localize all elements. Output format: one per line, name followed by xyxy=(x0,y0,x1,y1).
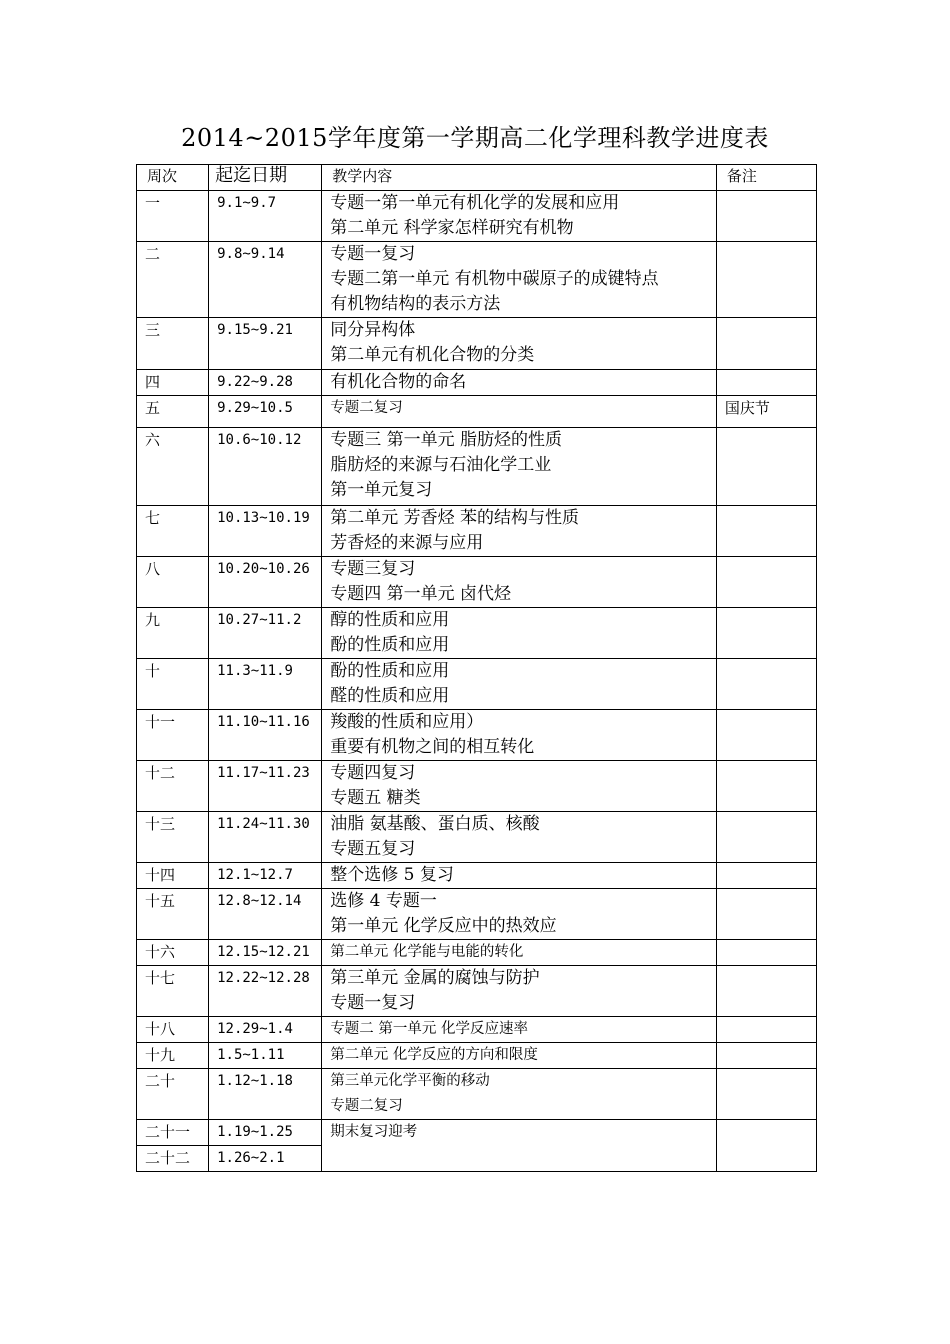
content-line: 第二单元 化学反应的方向和限度 xyxy=(330,1047,538,1063)
dates-cell: 12.29~1.4 xyxy=(209,1017,322,1043)
content-line: 期末复习迎考 xyxy=(330,1124,418,1140)
dates-cell: 11.17~11.23 xyxy=(209,761,322,812)
table-row xyxy=(137,812,817,863)
content-line: 第二单元有机化合物的分类 xyxy=(330,345,535,365)
table-row xyxy=(137,659,817,710)
table-row xyxy=(137,1043,817,1069)
content-line: 专题一第一单元有机化学的发展和应用 xyxy=(330,193,620,213)
week-cell: 三 xyxy=(137,318,209,370)
table-row xyxy=(137,370,817,396)
note-cell xyxy=(716,242,816,318)
content-cell xyxy=(322,710,717,761)
week-cell: 七 xyxy=(137,506,209,557)
week-cell: 八 xyxy=(137,557,209,608)
content-line: 专题二第一单元 有机物中碳原子的成键特点 xyxy=(330,269,659,289)
content-line: 专题五复习 xyxy=(330,839,416,859)
content-cell xyxy=(322,428,717,506)
week-cell: 二十二 xyxy=(137,1146,209,1172)
content-cell xyxy=(322,889,717,940)
week-cell: 六 xyxy=(137,428,209,506)
content-line: 有机物结构的表示方法 xyxy=(330,294,501,314)
content-line: 专题四复习 xyxy=(330,763,416,783)
note-cell: 国庆节 xyxy=(716,396,816,428)
content-line: 专题四 第一单元 卤代烃 xyxy=(330,584,512,604)
table-row xyxy=(137,318,817,370)
week-cell: 一 xyxy=(137,191,209,242)
content-line: 醛的性质和应用 xyxy=(330,686,450,706)
content-line: 同分异构体 xyxy=(330,320,416,340)
dates-cell: 9.29~10.5 xyxy=(209,396,322,428)
content-cell xyxy=(322,761,717,812)
content-line: 选修 4 专题一 xyxy=(330,891,437,911)
header-week: 周次 xyxy=(137,165,209,191)
note-cell xyxy=(716,506,816,557)
note-cell xyxy=(716,318,816,370)
note-cell xyxy=(716,1017,816,1043)
note-cell xyxy=(716,1069,816,1120)
week-cell: 十五 xyxy=(137,889,209,940)
dates-cell: 1.12~1.18 xyxy=(209,1069,322,1120)
schedule-table xyxy=(136,164,817,1172)
week-cell: 十七 xyxy=(137,966,209,1017)
table-row xyxy=(137,608,817,659)
note-cell xyxy=(716,370,816,396)
content-cell xyxy=(322,1043,717,1069)
note-cell xyxy=(716,812,816,863)
content-line: 整个选修 5 复习 xyxy=(330,865,454,885)
dates-cell: 12.22~12.28 xyxy=(209,966,322,1017)
dates-cell: 12.8~12.14 xyxy=(209,889,322,940)
table-row xyxy=(137,710,817,761)
dates-cell: 11.24~11.30 xyxy=(209,812,322,863)
dates-cell: 9.22~9.28 xyxy=(209,370,322,396)
dates-cell: 1.19~1.25 xyxy=(209,1120,322,1146)
content-line: 重要有机物之间的相互转化 xyxy=(330,737,535,757)
table-row xyxy=(137,557,817,608)
content-cell xyxy=(322,1069,717,1120)
content-line: 专题一复习 xyxy=(330,993,416,1013)
week-cell: 十三 xyxy=(137,812,209,863)
content-cell xyxy=(322,242,717,318)
content-line: 酚的性质和应用 xyxy=(330,635,450,655)
table-row xyxy=(137,506,817,557)
dates-cell: 10.27~11.2 xyxy=(209,608,322,659)
content-line: 专题二复习 xyxy=(330,1098,403,1114)
dates-cell: 9.15~9.21 xyxy=(209,318,322,370)
table-row xyxy=(137,428,817,506)
table-row xyxy=(137,1017,817,1043)
table-row xyxy=(137,940,817,966)
week-cell: 四 xyxy=(137,370,209,396)
content-line: 酚的性质和应用 xyxy=(330,661,450,681)
dates-cell: 1.5~1.11 xyxy=(209,1043,322,1069)
note-cell xyxy=(716,608,816,659)
week-cell: 十二 xyxy=(137,761,209,812)
note-cell xyxy=(716,863,816,889)
content-line: 第二单元 芳香烃 苯的结构与性质 xyxy=(330,508,580,528)
dates-cell: 9.8~9.14 xyxy=(209,242,322,318)
content-cell xyxy=(322,940,717,966)
dates-cell: 1.26~2.1 xyxy=(209,1146,322,1172)
content-line: 第三单元 金属的腐蚀与防护 xyxy=(330,968,540,988)
content-line: 油脂 氨基酸、蛋白质、核酸 xyxy=(330,814,540,834)
table-row xyxy=(137,191,817,242)
table-row xyxy=(137,761,817,812)
content-line: 第三单元化学平衡的移动 xyxy=(330,1073,490,1089)
header-dates: 起迄日期 xyxy=(209,165,322,191)
content-cell xyxy=(322,370,717,396)
week-cell: 二十一 xyxy=(137,1120,209,1146)
week-cell: 二 xyxy=(137,242,209,318)
dates-cell: 11.3~11.9 xyxy=(209,659,322,710)
table-row xyxy=(137,1120,817,1146)
note-cell xyxy=(716,428,816,506)
header-note: 备注 xyxy=(716,165,816,191)
note-cell xyxy=(716,1120,816,1172)
content-line: 专题二复习 xyxy=(330,400,403,416)
content-line: 专题一复习 xyxy=(330,244,416,264)
dates-cell: 10.13~10.19 xyxy=(209,506,322,557)
content-line: 脂肪烃的来源与石油化学工业 xyxy=(330,455,552,475)
table-row xyxy=(137,966,817,1017)
content-line: 专题三 第一单元 脂肪烃的性质 xyxy=(330,430,563,450)
content-cell xyxy=(322,608,717,659)
content-line: 醇的性质和应用 xyxy=(330,610,450,630)
dates-cell: 12.15~12.21 xyxy=(209,940,322,966)
content-line: 第二单元 科学家怎样研究有机物 xyxy=(330,218,574,238)
content-cell xyxy=(322,506,717,557)
schedule-body xyxy=(137,165,817,1172)
content-cell xyxy=(322,1017,717,1043)
dates-cell: 10.6~10.12 xyxy=(209,428,322,506)
header-content: 教学内容 xyxy=(322,165,717,191)
week-cell: 五 xyxy=(137,396,209,428)
note-cell xyxy=(716,889,816,940)
dates-cell: 11.10~11.16 xyxy=(209,710,322,761)
note-cell xyxy=(716,761,816,812)
note-cell xyxy=(716,966,816,1017)
week-cell: 十八 xyxy=(137,1017,209,1043)
week-cell: 二十 xyxy=(137,1069,209,1120)
content-line: 有机化合物的命名 xyxy=(330,372,467,392)
note-cell xyxy=(716,191,816,242)
note-cell xyxy=(716,1043,816,1069)
week-cell: 十九 xyxy=(137,1043,209,1069)
content-cell xyxy=(322,812,717,863)
content-cell xyxy=(322,557,717,608)
content-line: 芳香烃的来源与应用 xyxy=(330,533,484,553)
content-cell xyxy=(322,966,717,1017)
page-title: 2014~2015学年度第一学期高二化学理科教学进度表 xyxy=(181,124,769,152)
dates-cell: 9.1~9.7 xyxy=(209,191,322,242)
week-cell: 十 xyxy=(137,659,209,710)
content-cell xyxy=(322,191,717,242)
header-row xyxy=(137,165,817,191)
content-line: 第二单元 化学能与电能的转化 xyxy=(330,944,524,960)
note-cell xyxy=(716,940,816,966)
content-line: 羧酸的性质和应用） xyxy=(330,712,484,732)
content-cell xyxy=(322,659,717,710)
table-row xyxy=(137,889,817,940)
content-cell xyxy=(322,863,717,889)
content-line: 专题五 糖类 xyxy=(330,788,421,808)
table-row xyxy=(137,242,817,318)
content-line: 第一单元 化学反应中的热效应 xyxy=(330,916,557,936)
note-cell xyxy=(716,659,816,710)
table-row xyxy=(137,396,817,428)
note-cell xyxy=(716,557,816,608)
week-cell: 十一 xyxy=(137,710,209,761)
table-row xyxy=(137,1069,817,1120)
week-cell: 十四 xyxy=(137,863,209,889)
content-line: 第一单元复习 xyxy=(330,480,433,500)
content-line: 专题二 第一单元 化学反应速率 xyxy=(330,1021,528,1037)
dates-cell: 10.20~10.26 xyxy=(209,557,322,608)
content-line: 专题三复习 xyxy=(330,559,416,579)
table-row xyxy=(137,863,817,889)
content-cell xyxy=(322,396,717,428)
dates-cell: 12.1~12.7 xyxy=(209,863,322,889)
week-cell: 九 xyxy=(137,608,209,659)
week-cell: 十六 xyxy=(137,940,209,966)
content-cell xyxy=(322,318,717,370)
content-cell xyxy=(322,1120,717,1172)
note-cell xyxy=(716,710,816,761)
